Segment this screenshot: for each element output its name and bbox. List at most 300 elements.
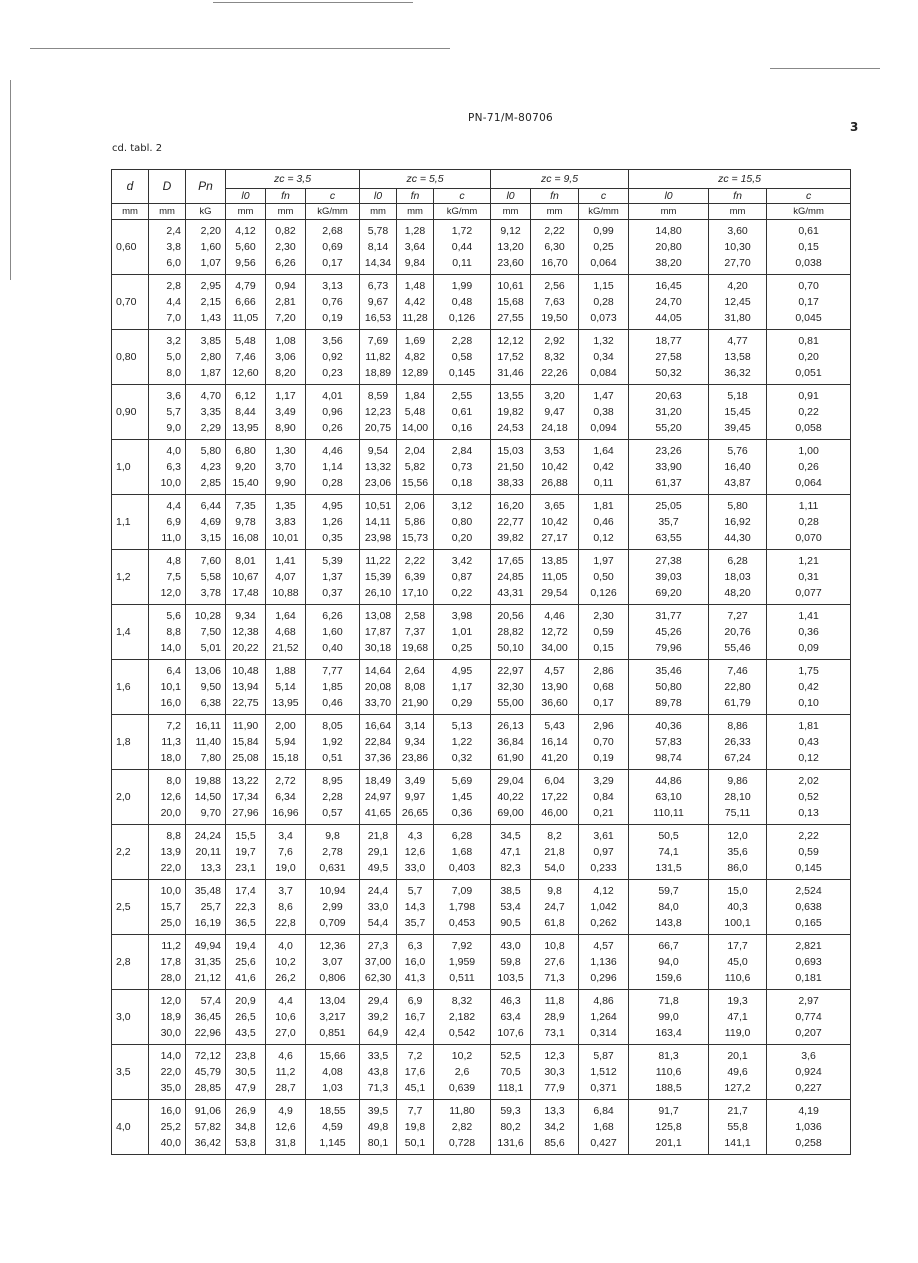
cell-value: 2,30 [275, 241, 296, 253]
cell-value: 35,46 [655, 665, 682, 677]
table-row [112, 385, 851, 440]
cell-c [579, 825, 629, 880]
cell-Pn [186, 275, 226, 330]
cell-value: 0,058 [795, 422, 822, 434]
cell-value: 36,60 [541, 697, 568, 709]
cell-value: 0,23 [322, 367, 343, 379]
cell-value: 13,95 [272, 697, 299, 709]
cell-value: 15,18 [272, 752, 299, 764]
cell-value: 2,00 [275, 720, 296, 732]
cell-l0 [491, 605, 531, 660]
cell-value: 26,9 [235, 1105, 256, 1117]
cell-value: 2,85 [200, 477, 221, 489]
cell-value: 17,34 [232, 791, 259, 803]
table-head [112, 170, 851, 220]
cell-value: 26,65 [401, 807, 429, 819]
cell-value: 9,84 [404, 257, 426, 269]
cell-fn [709, 825, 767, 880]
cell-value: 3,217 [319, 1011, 346, 1023]
cell-c [579, 770, 629, 825]
cell-c [579, 715, 629, 770]
cell-c [767, 990, 851, 1045]
cell-value: 61,79 [724, 697, 751, 709]
cell-value: 11,22 [365, 555, 391, 567]
cell-value: 1,4 [116, 626, 131, 638]
units-row [112, 204, 851, 220]
cell-value: 4,08 [322, 1066, 343, 1078]
cell-value: 0,84 [593, 791, 614, 803]
cell-value: 10,88 [272, 587, 299, 599]
cell-l0 [491, 1100, 531, 1155]
cell-value: 27,55 [497, 312, 524, 324]
cell-value: 53,4 [500, 901, 521, 913]
cell-value: 15,40 [232, 477, 259, 489]
cell-value: 20,75 [364, 422, 392, 434]
cell-d [112, 385, 149, 440]
cell-value: 13,9 [160, 846, 181, 858]
cell-fn [531, 495, 579, 550]
cell-Pn [186, 880, 226, 935]
cell-value: 15,5 [235, 830, 256, 842]
cell-value: 13,3 [544, 1105, 565, 1117]
cell-value: 0,774 [795, 1011, 822, 1023]
cell-value: 131,6 [497, 1137, 524, 1149]
cell-c [306, 220, 360, 275]
sub-header-fn: fn [266, 189, 306, 204]
cell-value: 6,73 [367, 280, 389, 292]
cell-value: 6,66 [235, 296, 256, 308]
cell-value: 59,3 [500, 1105, 521, 1117]
cell-value: 39,82 [497, 532, 524, 544]
cell-value: 1,75 [798, 665, 819, 677]
cell-value: 9,97 [404, 791, 426, 803]
cell-fn [397, 550, 434, 605]
cell-value: 18,03 [724, 571, 751, 583]
cell-value: 8,20 [275, 367, 296, 379]
cell-D [149, 715, 186, 770]
cell-value: 0,59 [798, 846, 819, 858]
cell-l0 [629, 495, 709, 550]
cell-value: 188,5 [655, 1082, 682, 1094]
cell-value: 22,97 [497, 665, 524, 677]
cell-fn [709, 990, 767, 1045]
cell-value: 4,46 [544, 610, 565, 622]
cell-value: 23,8 [235, 1050, 256, 1062]
cell-l0 [629, 275, 709, 330]
cell-value: 3,49 [404, 775, 426, 787]
cell-fn [266, 495, 306, 550]
cell-value: 33,0 [367, 901, 389, 913]
cell-value: 50,80 [655, 681, 682, 693]
unit-cell: mm [629, 204, 709, 220]
cell-value: 22,77 [497, 516, 524, 528]
cell-fn [709, 385, 767, 440]
cell-value: 16,11 [195, 720, 221, 732]
cell-value: 5,58 [200, 571, 221, 583]
table-row [112, 1045, 851, 1100]
cell-value: 8,01 [235, 555, 256, 567]
cell-value: 33,70 [364, 697, 392, 709]
cell-fn [709, 495, 767, 550]
cell-value: 1,21 [798, 555, 819, 567]
cell-value: 11,80 [449, 1105, 475, 1117]
cell-value: 3,4 [278, 830, 293, 842]
cell-l0 [226, 495, 266, 550]
cell-l0 [360, 385, 397, 440]
group-zc-3-5: zc = 3,5 [226, 170, 360, 189]
cell-D [149, 770, 186, 825]
cell-value: 0,99 [593, 225, 614, 237]
cell-value: 1,87 [200, 367, 221, 379]
cell-value: 2,6 [454, 1066, 470, 1078]
cell-value: 0,10 [798, 697, 819, 709]
cell-value: 4,9 [278, 1105, 293, 1117]
cell-value: 10,30 [724, 241, 751, 253]
cell-value: 11,2 [161, 940, 181, 952]
cell-value: 14,64 [364, 665, 392, 677]
cell-value: 71,3 [367, 1082, 389, 1094]
cell-value: 17,6 [404, 1066, 426, 1078]
cell-value: 6,38 [200, 697, 221, 709]
cell-value: 0,73 [451, 461, 473, 473]
cell-value: 0,52 [798, 791, 819, 803]
cell-value: 46,3 [500, 995, 521, 1007]
cell-value: 36,32 [724, 367, 751, 379]
cell-l0 [629, 385, 709, 440]
cell-value: 13,3 [200, 862, 221, 874]
table-row [112, 220, 851, 275]
cell-value: 5,0 [166, 351, 181, 363]
cell-value: 99,0 [658, 1011, 679, 1023]
cell-value: 12,6 [275, 1121, 296, 1133]
cell-value: 28,82 [497, 626, 524, 638]
cell-value: 1,32 [593, 335, 614, 347]
cell-l0 [491, 330, 531, 385]
cell-D [149, 825, 186, 880]
cell-value: 29,54 [541, 587, 568, 599]
cell-value: 1,03 [322, 1082, 343, 1094]
cell-value: 59,7 [658, 885, 679, 897]
cell-value: 9,47 [544, 406, 565, 418]
cell-value: 23,1 [235, 862, 256, 874]
cell-value: 4,19 [798, 1105, 819, 1117]
cell-value: 1,37 [322, 571, 343, 583]
cell-value: 0,371 [590, 1082, 617, 1094]
cell-l0 [360, 990, 397, 1045]
cell-value: 13,95 [232, 422, 259, 434]
spring-table [111, 169, 851, 1155]
cell-c [767, 880, 851, 935]
cell-value: 1,45 [451, 791, 473, 803]
cell-c [767, 1100, 851, 1155]
cell-c [434, 1045, 491, 1100]
cell-fn [709, 1045, 767, 1100]
cell-value: 0,639 [448, 1082, 476, 1094]
cell-fn [531, 275, 579, 330]
cell-value: 2,86 [593, 665, 614, 677]
cell-value: 3,2 [166, 335, 181, 347]
table-row [112, 1100, 851, 1155]
cell-value: 7,6 [278, 846, 293, 858]
cell-value: 25,05 [655, 500, 682, 512]
cell-l0 [629, 660, 709, 715]
cell-value: 30,5 [235, 1066, 256, 1078]
cell-fn [709, 770, 767, 825]
cell-l0 [226, 220, 266, 275]
cell-value: 1,2 [116, 571, 131, 583]
cell-value: 37,36 [364, 752, 392, 764]
cell-value: 12,36 [319, 940, 346, 952]
cell-D [149, 275, 186, 330]
cell-value: 9,50 [200, 681, 221, 693]
cell-value: 5,80 [727, 500, 748, 512]
cell-D [149, 1100, 186, 1155]
cell-value: 1,85 [322, 681, 343, 693]
cell-value: 4,12 [593, 885, 614, 897]
cell-l0 [629, 825, 709, 880]
table-row [112, 440, 851, 495]
cell-value: 8,8 [166, 830, 181, 842]
cell-value: 50,1 [404, 1137, 426, 1149]
cell-value: 45,79 [194, 1066, 221, 1078]
cell-value: 0,61 [451, 406, 473, 418]
cell-D [149, 990, 186, 1045]
cell-value: 10,01 [272, 532, 299, 544]
cell-value: 0,09 [798, 642, 819, 654]
cell-fn [266, 880, 306, 935]
table-row [112, 330, 851, 385]
cell-value: 38,5 [500, 885, 521, 897]
cell-fn [531, 1100, 579, 1155]
cell-value: 5,48 [235, 335, 256, 347]
cell-fn [531, 990, 579, 1045]
cell-l0 [360, 770, 397, 825]
cell-D [149, 605, 186, 660]
cell-value: 15,39 [364, 571, 392, 583]
cell-value: 71,8 [658, 995, 679, 1007]
cell-value: 53,8 [235, 1137, 256, 1149]
unit-cell: mm [531, 204, 579, 220]
cell-value: 103,5 [497, 972, 524, 984]
cell-value: 67,24 [724, 752, 751, 764]
cell-value: 12,23 [364, 406, 392, 418]
cell-value: 125,8 [655, 1121, 682, 1133]
cell-value: 0,233 [590, 862, 617, 874]
cell-value: 10,1 [160, 681, 181, 693]
cell-value: 14,11 [365, 516, 391, 528]
cell-c [767, 440, 851, 495]
cell-value: 20,1 [727, 1050, 748, 1062]
cell-value: 20,0 [160, 807, 181, 819]
cell-value: 2,99 [322, 901, 343, 913]
cell-value: 2,30 [593, 610, 614, 622]
cell-value: 16,0 [160, 1105, 181, 1117]
cell-value: 2,56 [544, 280, 565, 292]
cell-fn [397, 715, 434, 770]
scan-line-upper-right [770, 68, 880, 69]
cell-value: 0,077 [795, 587, 822, 599]
cell-value: 3,61 [593, 830, 614, 842]
cell-value: 22,26 [541, 367, 568, 379]
cell-value: 12,12 [497, 335, 524, 347]
cell-value: 1,042 [590, 901, 617, 913]
cell-value: 1,959 [448, 956, 476, 968]
cell-value: 75,11 [724, 807, 751, 819]
sub-header-l0: l0 [491, 189, 531, 204]
cell-fn [709, 440, 767, 495]
table-row [112, 605, 851, 660]
cell-value: 40,3 [727, 901, 748, 913]
cell-fn [709, 935, 767, 990]
cell-fn [266, 385, 306, 440]
cell-value: 27,96 [232, 807, 259, 819]
cell-value: 0,22 [798, 406, 819, 418]
cell-value: 4,3 [407, 830, 423, 842]
cell-value: 0,064 [590, 257, 617, 269]
cell-value: 39,03 [655, 571, 682, 583]
cell-value: 0,20 [451, 532, 473, 544]
cell-value: 0,94 [275, 280, 296, 292]
cell-value: 4,4 [166, 500, 181, 512]
cell-value: 6,26 [322, 610, 343, 622]
cell-Pn [186, 1100, 226, 1155]
cell-value: 16,0 [404, 956, 426, 968]
sub-header-fn: fn [709, 189, 767, 204]
cell-d [112, 935, 149, 990]
cell-value: 3,06 [275, 351, 296, 363]
cell-value: 2,5 [116, 901, 131, 913]
cell-value: 30,18 [364, 642, 392, 654]
cell-value: 0,70 [593, 736, 614, 748]
cell-value: 12,60 [232, 367, 259, 379]
cell-value: 20,80 [655, 241, 682, 253]
cell-l0 [360, 880, 397, 935]
cell-l0 [226, 880, 266, 935]
cell-value: 21,50 [497, 461, 524, 473]
cell-value: 29,1 [367, 846, 389, 858]
cell-value: 2,524 [795, 885, 822, 897]
cell-value: 1,84 [404, 390, 426, 402]
cell-c [767, 495, 851, 550]
cell-value: 29,04 [497, 775, 524, 787]
cell-value: 30,0 [160, 1027, 181, 1039]
cell-value: 5,48 [404, 406, 426, 418]
cell-value: 1,60 [322, 626, 343, 638]
cell-value: 1,60 [200, 241, 221, 253]
cell-l0 [360, 550, 397, 605]
table-row [112, 990, 851, 1045]
cell-value: 1,11 [798, 500, 819, 512]
cell-value: 2,28 [322, 791, 343, 803]
cell-value: 13,90 [541, 681, 568, 693]
cell-value: 3,78 [200, 587, 221, 599]
cell-value: 5,6 [166, 610, 181, 622]
cell-value: 21,12 [194, 972, 221, 984]
cell-value: 1,69 [404, 335, 426, 347]
cell-value: 84,0 [658, 901, 679, 913]
cell-fn [397, 330, 434, 385]
sub-header-c: c [767, 189, 851, 204]
cell-value: 7,92 [451, 940, 473, 952]
cell-value: 2,182 [448, 1011, 476, 1023]
cell-value: 6,39 [404, 571, 426, 583]
cell-c [306, 660, 360, 715]
cell-value: 16,45 [655, 280, 682, 292]
cell-value: 7,37 [404, 626, 426, 638]
cell-value: 0,11 [593, 477, 614, 489]
cell-value: 61,37 [655, 477, 682, 489]
cell-value: 18,0 [160, 752, 181, 764]
cell-value: 10,67 [232, 571, 259, 583]
cell-value: 55,20 [655, 422, 682, 434]
cell-value: 25,7 [200, 901, 221, 913]
cell-c [306, 880, 360, 935]
cell-value: 19,82 [497, 406, 524, 418]
cell-value: 6,3 [166, 461, 181, 473]
cell-c [434, 660, 491, 715]
cell-value: 79,96 [655, 642, 682, 654]
cell-l0 [491, 440, 531, 495]
cell-value: 4,4 [166, 296, 181, 308]
cell-value: 4,46 [322, 445, 343, 457]
cell-value: 11,28 [402, 312, 428, 324]
cell-l0 [226, 605, 266, 660]
cell-value: 17,48 [232, 587, 259, 599]
cell-value: 17,22 [541, 791, 568, 803]
cell-c [579, 275, 629, 330]
cell-c [767, 220, 851, 275]
cell-l0 [226, 275, 266, 330]
cell-value: 0,17 [798, 296, 819, 308]
cell-value: 3,0 [116, 1011, 131, 1023]
cell-value: 9,86 [727, 775, 748, 787]
cell-value: 0,69 [322, 241, 343, 253]
cell-value: 10,51 [364, 500, 392, 512]
cell-value: 6,04 [544, 775, 565, 787]
cell-value: 10,6 [275, 1011, 296, 1023]
cell-value: 43,87 [724, 477, 751, 489]
cell-l0 [629, 990, 709, 1045]
cell-l0 [226, 330, 266, 385]
cell-value: 10,28 [194, 610, 221, 622]
cell-c [767, 605, 851, 660]
cell-value: 85,6 [544, 1137, 565, 1149]
cell-value: 1,64 [593, 445, 614, 457]
cell-value: 1,41 [798, 610, 819, 622]
cell-value: 86,0 [727, 862, 748, 874]
cell-fn [397, 935, 434, 990]
cell-value: 9,54 [367, 445, 389, 457]
cell-value: 3,42 [451, 555, 473, 567]
cell-fn [397, 1045, 434, 1100]
cell-c [434, 605, 491, 660]
cell-value: 6,12 [235, 390, 256, 402]
cell-value: 24,70 [655, 296, 682, 308]
cell-value: 7,09 [451, 885, 473, 897]
cell-value: 10,42 [541, 516, 568, 528]
cell-value: 4,6 [278, 1050, 293, 1062]
cell-value: 15,66 [319, 1050, 346, 1062]
cell-value: 0,17 [593, 697, 614, 709]
cell-value: 14,3 [404, 901, 426, 913]
cell-d [112, 550, 149, 605]
cell-value: 69,00 [497, 807, 524, 819]
cell-value: 0,709 [319, 917, 346, 929]
cell-value: 11,8 [544, 995, 565, 1007]
cell-value: 1,35 [275, 500, 296, 512]
cell-value: 22,0 [160, 862, 181, 874]
cell-value: 35,7 [404, 917, 426, 929]
